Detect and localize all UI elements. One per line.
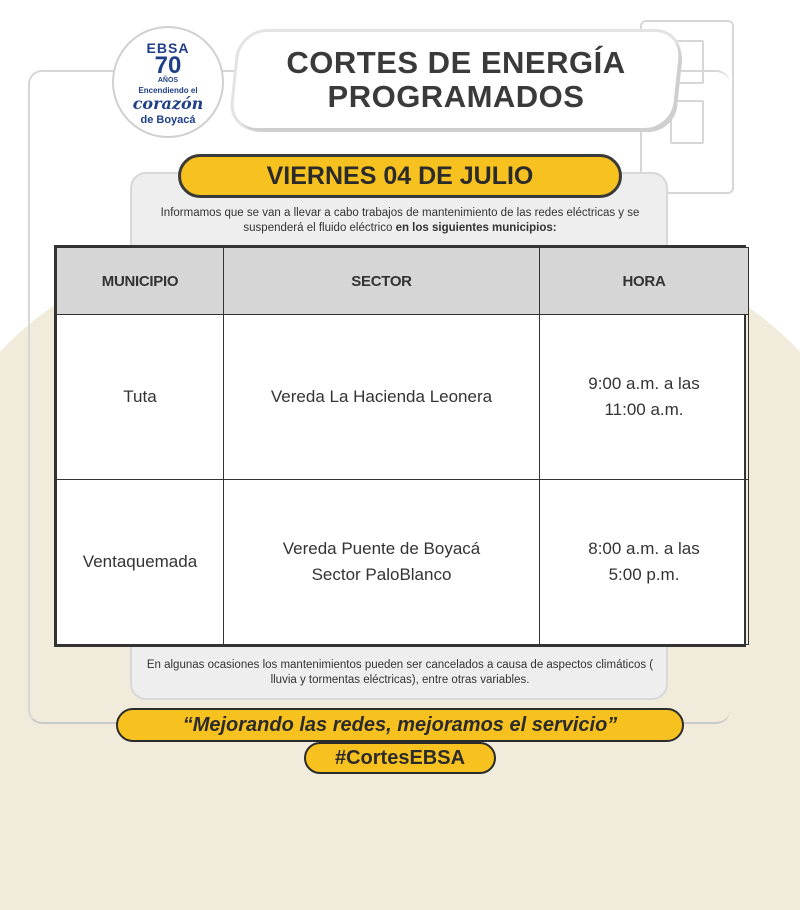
footnote-text: En algunas ocasiones los mantenimientos pueden ser cancelados a causa de aspectos climáticos ( lluvia y tormentas eléctricas), entre otras variables.	[146, 659, 654, 686]
column-header-hora: HORA	[540, 248, 749, 315]
table-row	[57, 315, 749, 480]
table-header-row	[57, 248, 749, 315]
cell-municipio: Tuta	[57, 315, 224, 480]
column-header-sector: SECTOR	[224, 248, 540, 315]
logo-tagline-2: corazón	[132, 94, 204, 113]
slogan-banner: “Mejorando las redes, mejoramos el servicio”	[116, 708, 684, 742]
cell-hora	[540, 315, 749, 480]
logo-tagline-1: Encendiendo el	[138, 86, 198, 95]
sector-line: Vereda La Hacienda Leonera	[270, 387, 493, 406]
logo-brand: EBSA	[146, 40, 190, 56]
sector-line: Vereda Puente de Boyacá	[282, 539, 481, 558]
hashtag-badge: #CortesEBSA	[304, 742, 496, 774]
hora-line: 11:00 a.m.	[604, 400, 684, 419]
hora-line: 8:00 a.m. a las	[588, 539, 700, 558]
intro-bold: en los siguientes municipios:	[395, 222, 557, 234]
intro-text	[140, 206, 660, 236]
hora-line: 5:00 p.m.	[608, 565, 680, 584]
cell-hora	[540, 480, 749, 645]
logo-tagline-3: de Boyacá	[140, 114, 196, 126]
logo-years: 70	[154, 52, 182, 79]
cell-sector	[224, 480, 540, 645]
title-line-1: CORTES DE ENERGÍA	[286, 45, 626, 80]
column-header-municipio: MUNICIPIO	[57, 248, 224, 315]
hora-line: 9:00 a.m. a las	[588, 374, 700, 393]
schedule-table	[54, 245, 746, 647]
sector-line: Sector PaloBlanco	[311, 565, 452, 584]
cell-sector	[224, 315, 540, 480]
ebsa-logo	[112, 26, 224, 138]
table-row	[57, 480, 749, 645]
page-title	[236, 46, 676, 114]
date-badge: VIERNES 04 DE JULIO	[178, 154, 622, 198]
logo-years-label: AÑOS	[157, 77, 179, 84]
intro-body: Informamos que se van a llevar a cabo trabajos de mantenimiento de las redes eléctricas y se suspenderá el fluido eléctrico	[160, 207, 640, 234]
cell-municipio: Ventaquemada	[57, 480, 224, 645]
title-line-2: PROGRAMADOS	[327, 79, 585, 114]
